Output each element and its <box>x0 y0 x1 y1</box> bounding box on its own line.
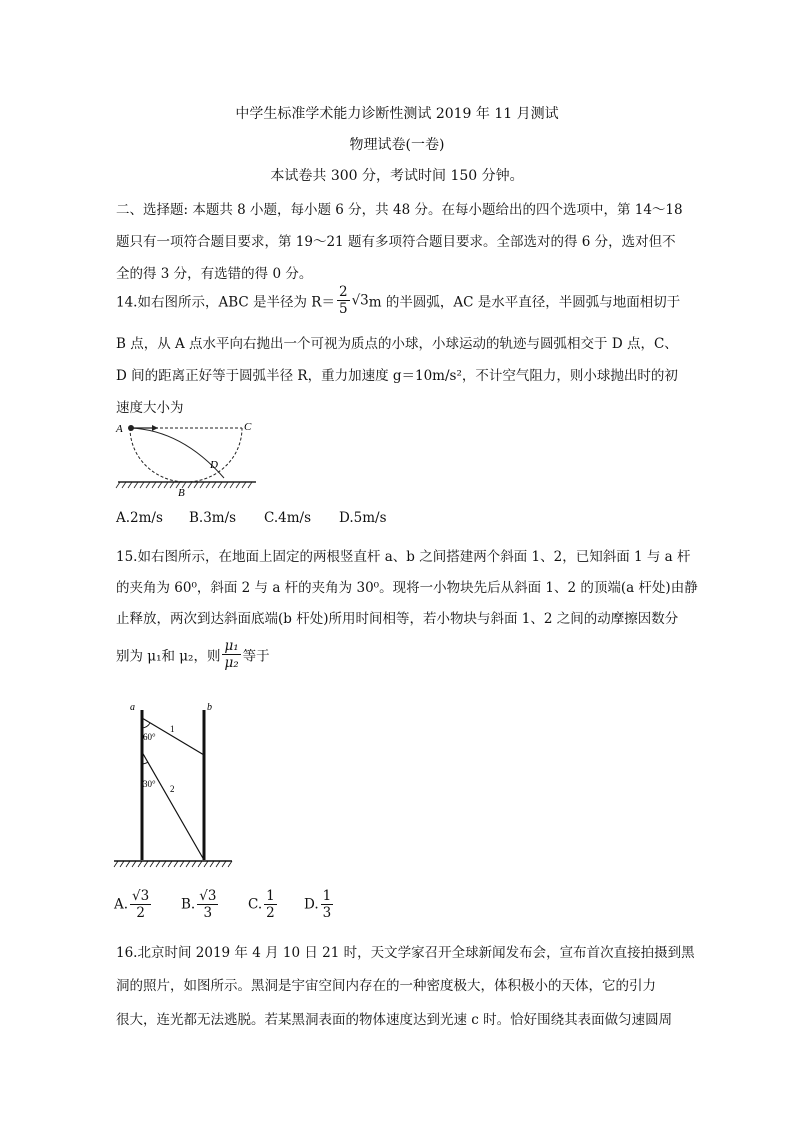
q14-sqrt: √3 <box>351 292 369 309</box>
q16-line-1: 16.北京时间 2019 年 4 月 10 日 21 时，天文学家召开全球新闻发布会，宣布首次直接拍摄到黑 <box>116 945 695 961</box>
q15-option-a <box>114 888 153 921</box>
q15-label-1: 1 <box>170 724 175 734</box>
q15-text-pre: 别为 μ₁和 μ₂，则 <box>116 648 221 665</box>
q15-frac-den: μ₂ <box>224 655 239 671</box>
q16-line-3: 很大，连光都无法逃脱。若某黑洞表面的物体速度达到光速 c 时。恰好围绕其表面做匀速圆周 <box>116 1012 673 1028</box>
q14-label-d: D <box>210 459 218 471</box>
q14-text-post: m 的半圆弧，AC 是水平直径，半圆弧与地面相切于 <box>368 294 681 311</box>
exam-title: 中学生标准学术能力诊断性测试 2019 年 11 月测试 <box>235 106 559 122</box>
q15-mu-fraction <box>222 638 240 671</box>
q14-line-2: B 点，从 A 点水平向右抛出一个可视为质点的小球，小球运动的轨迹与圆弧相交于 D 点，C、 <box>116 336 678 352</box>
q15-line-1: 15.如右图所示，在地面上固定的两根竖直杆 a、b 之间搭建两个斜面 1、2，已知斜面 1 与 a 杆 <box>116 549 691 565</box>
q14-radius-fraction <box>337 284 350 317</box>
q15-option-b-num: √3 <box>199 888 217 904</box>
section-line-1: 二、选择题: 本题共 8 小题，每小题 6 分，共 48 分。在每小题给出的四个选项中，第 14～18 <box>116 202 683 218</box>
q14-label-c: C <box>244 421 252 433</box>
q15-option-c-num: 1 <box>266 888 275 904</box>
q14-option-b: B.3m/s <box>189 510 237 526</box>
q14-line-4: 速度大小为 <box>116 400 184 416</box>
q15-option-d <box>304 888 335 921</box>
paper-subtitle: 物理试卷(一卷) <box>349 137 445 153</box>
q14-option-a: A.2m/s <box>116 510 163 526</box>
q14-label-b: B <box>178 487 185 499</box>
q14-frac-num: 2 <box>338 284 348 300</box>
section-line-3: 全的得 3 分，有选错的得 0 分。 <box>116 266 313 282</box>
q15-option-c-den: 2 <box>266 905 275 921</box>
exam-info: 本试卷共 300 分，考试时间 150 分钟。 <box>270 168 524 184</box>
section-line-2: 题只有一项符合题目要求，第 19～21 题有多项符合题目要求。全部选对的得 6 分，选对但不 <box>116 234 676 250</box>
q14-figure <box>112 414 262 504</box>
q15-frac-num: μ₁ <box>224 638 239 654</box>
q15-option-b <box>181 888 220 921</box>
q14-line-3: D 间的距离正好等于圆弧半径 R，重力加速度 g＝10m/s²，不计空气阻力，则小球抛出时的初 <box>116 368 678 384</box>
q14-label-a: A <box>116 423 123 435</box>
q14-text-pre: 14.如右图所示，ABC 是半径为 R＝ <box>116 294 335 311</box>
q14-option-d: D.5m/s <box>339 510 387 526</box>
q15-option-b-label: B. <box>181 896 196 913</box>
q15-option-d-den: 3 <box>322 905 332 921</box>
q15-line-2: 的夹角为 60⁰，斜面 2 与 a 杆的夹角为 30⁰。现将一小物块先后从斜面 1、2 的顶端(a 杆处)由静 <box>116 580 698 596</box>
q15-option-c <box>248 888 279 921</box>
q14-frac-den: 5 <box>338 301 348 317</box>
q15-angle-60: 60° <box>143 732 156 742</box>
q15-line-4 <box>116 638 270 671</box>
q15-option-d-num: 1 <box>322 888 332 904</box>
q15-angle-30: 30° <box>143 779 156 789</box>
q15-option-b-den: 3 <box>203 905 213 921</box>
q15-option-a-den: 2 <box>136 905 145 921</box>
q15-label-b: b <box>207 702 212 713</box>
q15-label-a: a <box>130 702 135 713</box>
q15-option-c-label: C. <box>248 896 263 913</box>
q15-option-a-num: √3 <box>132 888 150 904</box>
q14-line-1 <box>116 284 680 317</box>
q14-option-c: C.4m/s <box>264 510 312 526</box>
q15-label-2: 2 <box>170 784 175 794</box>
q15-text-post: 等于 <box>242 648 270 665</box>
q15-option-d-label: D. <box>304 896 319 913</box>
q16-line-2: 洞的照片，如图所示。黑洞是宇宙空间内存在的一种密度极大，体积极小的天体，它的引力 <box>116 978 656 994</box>
q15-figure <box>112 698 242 870</box>
q15-line-3: 止释放，两次到达斜面底端(b 杆处)所用时间相等，若小物块与斜面 1、2 之间的动摩擦因数分 <box>116 611 679 627</box>
q15-option-a-label: A. <box>114 896 129 913</box>
